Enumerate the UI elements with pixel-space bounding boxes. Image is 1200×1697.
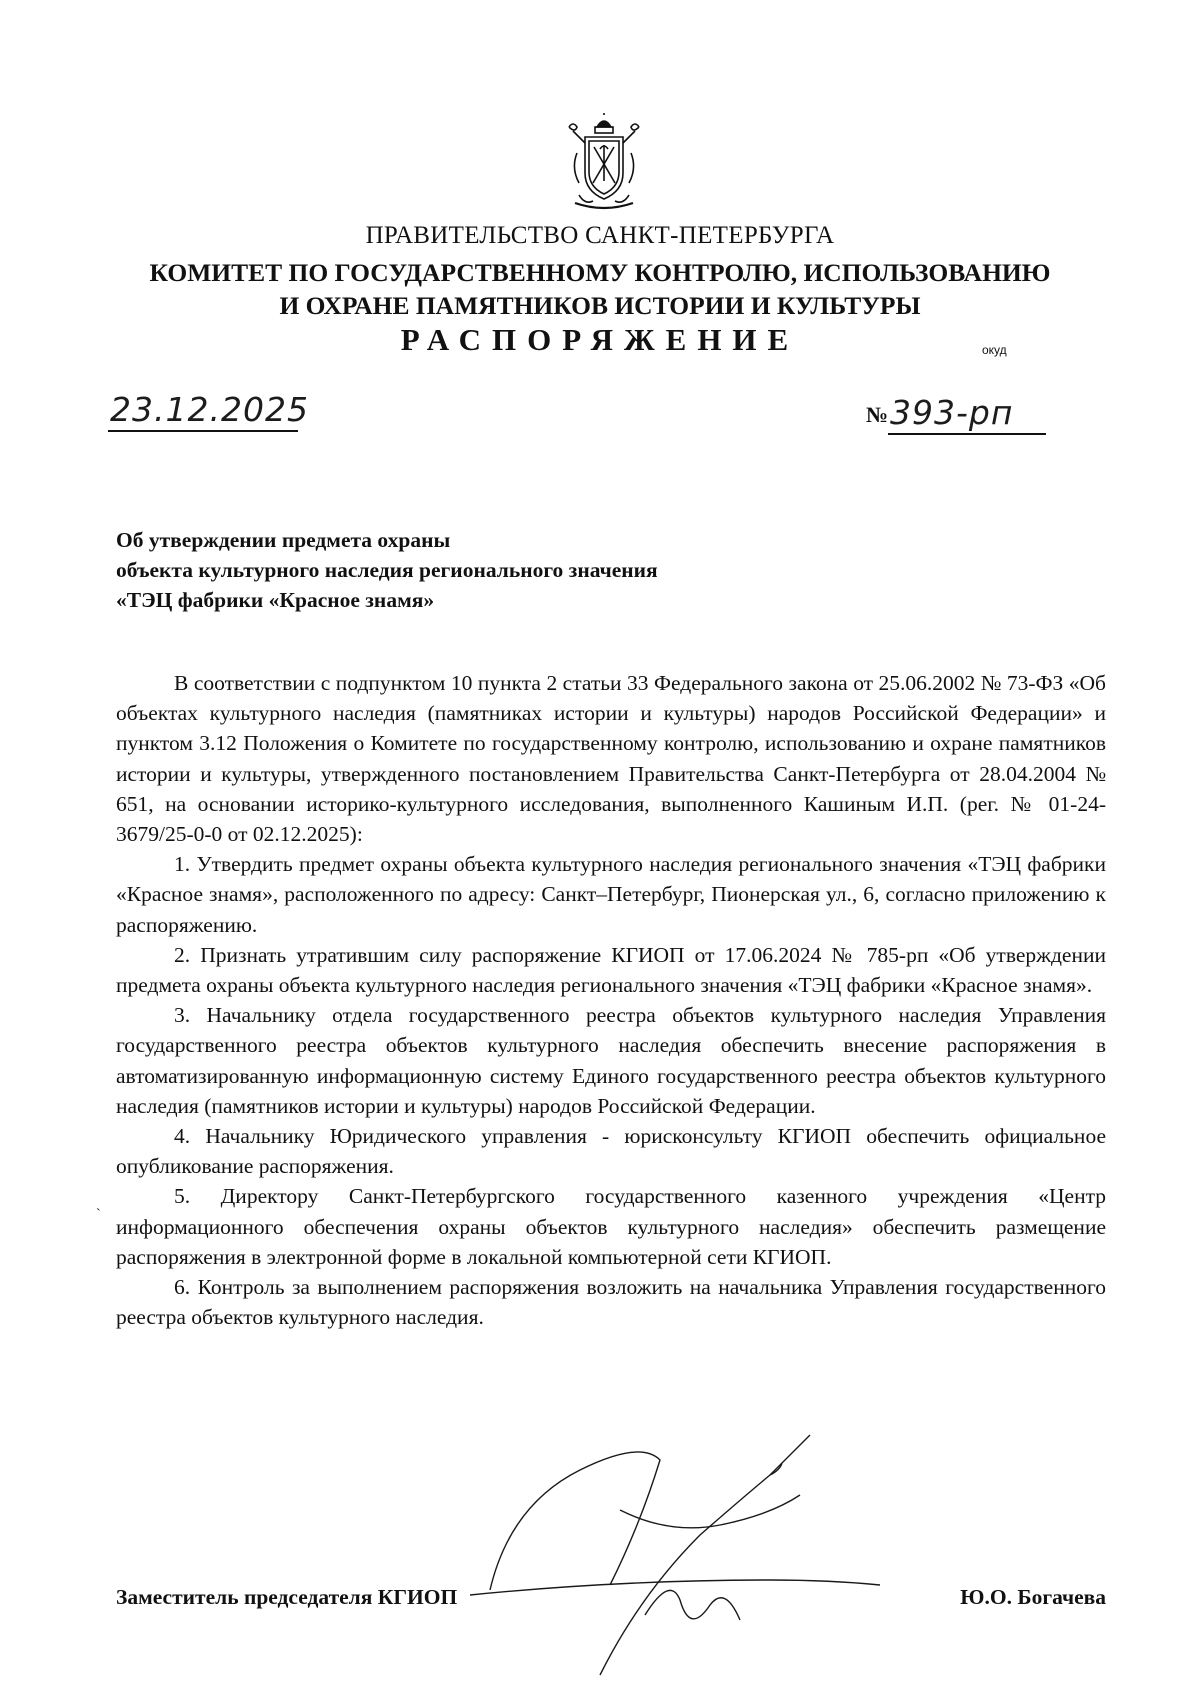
number-sign: №: [866, 402, 889, 427]
subject-line-1: Об утверждении предмета охраны: [116, 528, 451, 552]
okud-label: окуд: [982, 343, 1007, 357]
document-type-title: РАСПОРЯЖЕНИЕ: [400, 322, 800, 357]
government-title: ПРАВИТЕЛЬСТВО САНКТ-ПЕТЕРБУРГА: [365, 222, 835, 249]
signatory-name: Ю.О. Богачева: [960, 1585, 1106, 1609]
number-underline: [888, 433, 1046, 435]
handwritten-signature: [470, 1415, 950, 1685]
document-body: [116, 668, 1106, 1332]
order-item-1: 1. Утвердить предмет охраны объекта культурного наследия регионального значения «ТЭЦ фабрики «Красное знамя», расположенного по адресу: Санкт–Петербург, Пионерская ул., 6, согласно приложению к распоряжению.: [116, 852, 1106, 937]
document-number: 393-рп: [890, 393, 1014, 432]
order-item-4: 4. Начальнику Юридического управления - юрисконсульту КГИОП обеспечить официальное опубликование распоряжения.: [116, 1124, 1106, 1179]
order-item-6: 6. Контроль за выполнением распоряжения возложить на начальника Управления государственного реестра объектов культурного наследия.: [116, 1275, 1106, 1330]
order-item-3: 3. Начальнику отдела государственного реестра объектов культурного наследия Управления государственного реестра объектов культурного наследия обеспечить внесение распоряжения в автоматизированную информационную систему Единого государственного реестра объектов культурного наследия (памятников истории и культуры) народов Российской Федерации.: [116, 1003, 1106, 1118]
committee-title-line-1: КОМИТЕТ ПО ГОСУДАРСТВЕННОМУ КОНТРОЛЮ, ИСПОЛЬЗОВАНИЮ: [149, 258, 1051, 287]
date-underline: [108, 430, 298, 432]
st-petersburg-coat-of-arms-icon: [565, 113, 643, 213]
document-date: 23.12.2025: [110, 390, 309, 429]
subject-line-3: «ТЭЦ фабрики «Красное знамя»: [116, 588, 435, 612]
committee-title-line-2: И ОХРАНЕ ПАМЯТНИКОВ ИСТОРИИ И КУЛЬТУРЫ: [279, 291, 921, 320]
margin-mark: `: [96, 1207, 101, 1222]
subject-line-2: объекта культурного наследия регионального значения: [116, 558, 658, 582]
order-item-5: 5. Директору Санкт-Петербургского государственного казенного учреждения «Центр информационного обеспечения охраны объектов культурного наследия» обеспечить размещение распоряжения в электронной форме в локальной компьютерной сети КГИОП.: [116, 1184, 1106, 1269]
committee-title: [0, 256, 1200, 322]
preamble-paragraph: В соответствии с подпунктом 10 пункта 2 статьи 33 Федерального закона от 25.06.2002 № 73-ФЗ «Об объектах культурного наследия (памятниках истории и культуры) народов Российской Федерации» и пунктом 3.12 Положения о Комитете по государственному контролю, использованию и охране памятников истории и культуры, утвержденного постановлением Правительства Санкт-Петербурга от 28.04.2004 № 651, на основании историко-культурного исследования, выполненного Кашиным И.П. (рег. № 01-24-3679/25-0-0 от 02.12.2025):: [116, 671, 1106, 847]
document-subject: [116, 525, 658, 615]
signatory-position: Заместитель председателя КГИОП: [116, 1585, 458, 1609]
order-item-2: 2. Признать утратившим силу распоряжение КГИОП от 17.06.2024 № 785-рп «Об утверждении предмета охраны объекта культурного наследия регионального значения «ТЭЦ фабрики «Красное знамя».: [116, 942, 1106, 998]
